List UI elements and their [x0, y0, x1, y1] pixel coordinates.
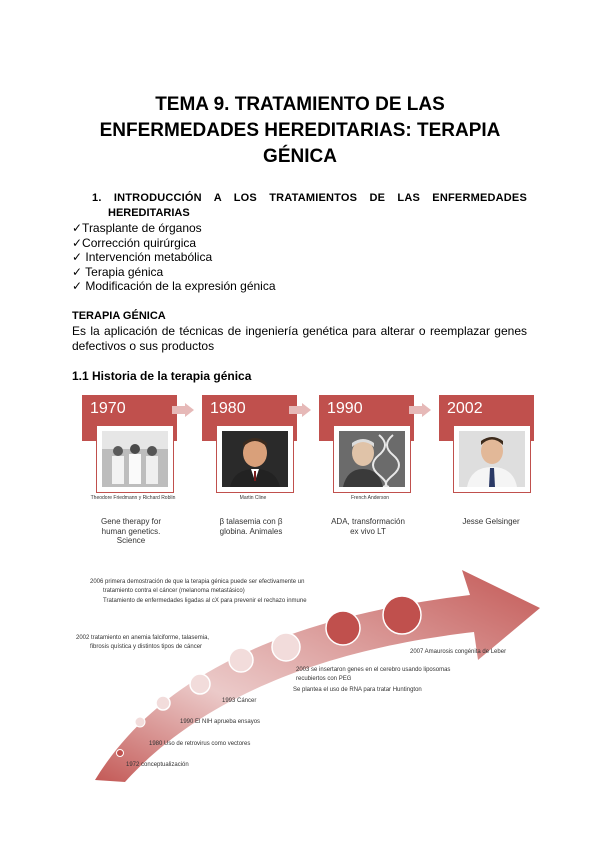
- photo-card: [453, 425, 531, 493]
- martin-cline-photo: [222, 431, 288, 487]
- timeline-label: 2006 primera demostración de que la terapia génica puede ser efectivamente un: [90, 579, 305, 585]
- milestone-caption: Jesse Gelsinger: [462, 517, 520, 526]
- photo-card: [216, 425, 294, 493]
- year-box-1970: 1970: [82, 395, 177, 441]
- list-item: ✓Corrección quirúrgica: [72, 235, 197, 250]
- list-item: ✓Trasplante de órganos: [72, 221, 202, 235]
- person-caption: French Anderson: [350, 495, 390, 501]
- timeline-label: recubiertos con PEG: [296, 676, 352, 682]
- photo-card: [333, 425, 411, 493]
- timeline-dot: [383, 596, 421, 634]
- person-caption: Martin Cline: [239, 495, 267, 501]
- treatment-list: [72, 221, 276, 294]
- person-caption: Theodore Friedmann y Richard Roblin: [90, 495, 176, 501]
- year-box-1980: 1980: [202, 395, 297, 441]
- year-box-2002: 2002: [439, 395, 534, 441]
- timeline-label: 1990 El NIH aprueba ensayos: [180, 719, 261, 725]
- timeline-label: tratamiento contra el cáncer (melanoma metastásico): [103, 588, 245, 594]
- timeline-dot: [229, 648, 253, 672]
- chevron-right-icon: [172, 403, 194, 417]
- timeline-dot: [190, 674, 210, 694]
- timeline-dot: [272, 633, 300, 661]
- chevron-right-icon: [409, 403, 431, 417]
- list-item: ✓ Intervención metabólica: [72, 250, 213, 264]
- milestone-caption: ADA, transformación ex vivo LT: [331, 517, 405, 536]
- timeline-label: 2003 se insertaron genes en el cerebro usando liposomas: [296, 667, 451, 673]
- timeline-dot: [156, 696, 170, 710]
- list-item: ✓ Terapia génica: [72, 264, 164, 279]
- timeline-label: 1993 Cáncer: [222, 698, 257, 704]
- timeline-label: Tratamiento de enfermedades ligadas al cX para prevenir el rechazo inmune: [103, 598, 307, 604]
- definition-paragraph: Es la aplicación de técnicas de ingeniería genética para alterar o reemplazar genes defectivos o sus productos: [72, 324, 527, 353]
- timeline-label: Se plantea el uso de RNA para tratar Huntington: [293, 687, 422, 693]
- title-line-3: GÉNICA: [263, 146, 337, 167]
- timeline-label: 1980 Uso de retrovirus como vectores: [149, 741, 251, 747]
- year-box-1990: 1990: [319, 395, 414, 441]
- document-title: [60, 92, 540, 170]
- timeline-label: fibrosis quística y distintos tipos de cáncer: [90, 644, 203, 650]
- timeline-label: 1972 conceptualización: [126, 762, 189, 768]
- milestone-caption: Gene therapy for human genetics. Science: [100, 517, 162, 545]
- list-item: ✓ Modificación de la expresión génica: [72, 279, 276, 293]
- milestone-caption: β talasemia con β globina. Animales: [219, 517, 283, 536]
- title-line-1: TEMA 9. TRATAMIENTO DE LAS: [155, 94, 445, 115]
- chevron-right-icon: [289, 403, 311, 417]
- french-anderson-photo: [339, 431, 405, 487]
- subsection-title: TERAPIA GÉNICA: [72, 310, 166, 322]
- timeline-dot: [326, 611, 360, 645]
- jesse-gelsinger-photo: [459, 431, 525, 487]
- section-heading-continued: HEREDITARIAS: [108, 207, 190, 219]
- timeline-dot: [135, 717, 145, 727]
- scientists-photo: [102, 431, 168, 487]
- timeline-label: 2002 tratamiento en anemia falciforme, talasemia,: [76, 635, 210, 641]
- section-heading: 1. INTRODUCCIÓN A LOS TRATAMIENTOS DE LAS ENFERMEDADES: [92, 192, 527, 204]
- timeline-label: 2007 Amaurosis congénita de Leber: [410, 649, 507, 655]
- photo-card: [96, 425, 174, 493]
- title-line-2: ENFERMEDADES HEREDITARIAS: TERAPIA: [99, 120, 501, 141]
- timeline-dot: [117, 750, 124, 757]
- history-title: 1.1 Historia de la terapia génica: [72, 369, 252, 383]
